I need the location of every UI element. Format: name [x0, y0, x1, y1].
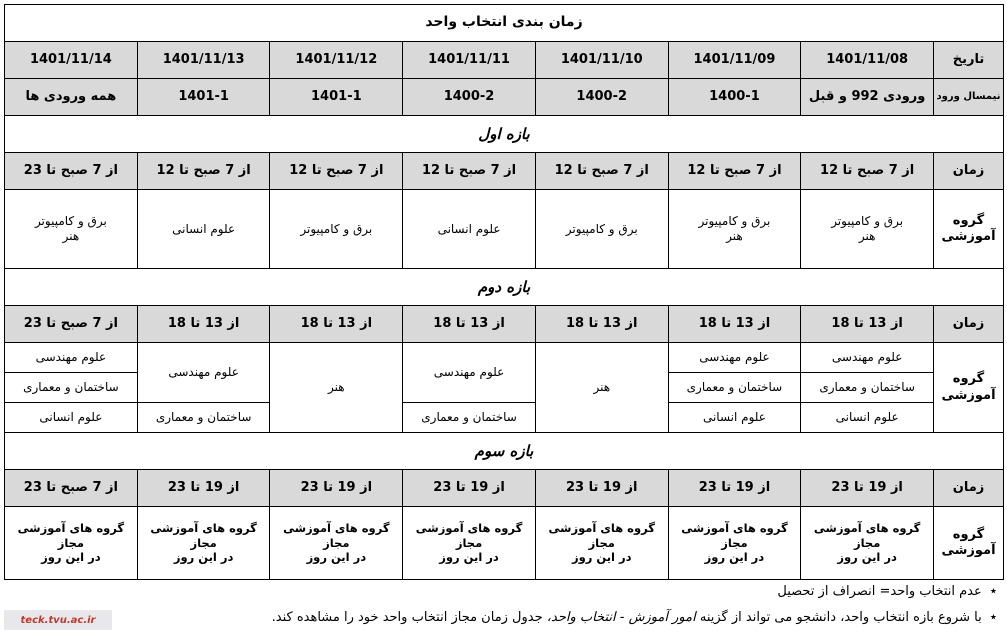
period3-time-row — [5, 470, 1004, 507]
date-cell: 1401/11/12 — [270, 42, 403, 79]
group-cell: علوم مهندسی — [137, 343, 270, 403]
star-icon: ٭ — [989, 610, 997, 625]
date-cell: 1401/11/13 — [137, 42, 270, 79]
time-label: زمان — [934, 470, 1004, 507]
group-cell: علوم مهندسی — [668, 343, 801, 373]
entry-cell: 1400-2 — [535, 79, 668, 116]
time-cell: از 7 صبح تا 23 — [5, 306, 138, 343]
group-cell: ساختمان و معماری — [801, 373, 934, 403]
site-watermark: teck.tvu.ac.ir — [4, 610, 112, 630]
date-label: تاریخ — [934, 42, 1004, 79]
time-cell: از 7 صبح تا 23 — [5, 153, 138, 190]
entry-cell: 1400-1 — [668, 79, 801, 116]
time-cell: از 13 تا 18 — [668, 306, 801, 343]
group-cell: گروه های آموزشی مجاز در این روز — [5, 507, 138, 580]
time-cell: از 13 تا 18 — [137, 306, 270, 343]
date-cell: 1401/11/08 — [801, 42, 934, 79]
entry-term-row — [5, 79, 1004, 116]
time-cell: از 13 تا 18 — [270, 306, 403, 343]
group-cell: علوم مهندسی — [5, 343, 138, 373]
group-cell: علوم مهندسی — [403, 343, 536, 403]
entry-cell: 1401-1 — [137, 79, 270, 116]
group-cell: برق و کامپیوتر — [535, 190, 668, 269]
group-cell: گروه های آموزشی مجاز در این روز — [801, 507, 934, 580]
note-text: جدول زمان مجاز انتخاب واحد خود را مشاهده کند. — [271, 610, 543, 625]
time-cell: از 7 صبح تا 12 — [535, 153, 668, 190]
group-cell: گروه های آموزشی مجاز در این روز — [668, 507, 801, 580]
time-cell: از 7 صبح تا 23 — [5, 470, 138, 507]
time-cell: از 13 تا 18 — [801, 306, 934, 343]
group-cell: گروه های آموزشی مجاز در این روز — [270, 507, 403, 580]
date-cell: 1401/11/11 — [403, 42, 536, 79]
group-cell: علوم انسانی — [5, 403, 138, 433]
entry-term-label: نیمسال ورود — [934, 79, 1004, 116]
group-cell: برق و کامپیوتر هنر — [801, 190, 934, 269]
time-label: زمان — [934, 306, 1004, 343]
note-instructions — [7, 610, 997, 625]
period1-groups-row — [5, 190, 1004, 269]
date-cell: 1401/11/10 — [535, 42, 668, 79]
date-row — [5, 42, 1004, 79]
period3-groups-row — [5, 507, 1004, 580]
group-cell: ساختمان و معماری — [668, 373, 801, 403]
group-cell: هنر — [270, 343, 403, 433]
group-cell: برق و کامپیوتر — [270, 190, 403, 269]
group-cell: ساختمان و معماری — [137, 403, 270, 433]
time-cell: از 19 تا 23 — [270, 470, 403, 507]
note-menu-path: امور آموزش - انتخاب واحد، — [546, 610, 696, 625]
group-cell: علوم انسانی — [137, 190, 270, 269]
group-cell: علوم انسانی — [403, 190, 536, 269]
time-cell: از 19 تا 23 — [137, 470, 270, 507]
entry-cell: 1401-1 — [270, 79, 403, 116]
time-cell: از 19 تا 23 — [535, 470, 668, 507]
time-cell: از 7 صبح تا 12 — [801, 153, 934, 190]
time-cell: از 7 صبح تا 12 — [270, 153, 403, 190]
group-cell: برق و کامپیوتر هنر — [5, 190, 138, 269]
group-cell: گروه های آموزشی مجاز در این روز — [403, 507, 536, 580]
period1-title: بازه اول — [5, 116, 1004, 153]
period2-title: بازه دوم — [5, 269, 1004, 306]
time-cell: از 19 تا 23 — [801, 470, 934, 507]
time-cell: از 13 تا 18 — [403, 306, 536, 343]
table-title: زمان بندی انتخاب واحد — [5, 5, 1004, 42]
entry-cell: 1400-2 — [403, 79, 536, 116]
time-cell: از 7 صبح تا 12 — [668, 153, 801, 190]
group-cell: علوم انسانی — [801, 403, 934, 433]
group-cell: ساختمان و معماری — [5, 373, 138, 403]
group-cell: برق و کامپیوتر هنر — [668, 190, 801, 269]
schedule-table — [4, 4, 1004, 580]
period3-title: بازه سوم — [5, 433, 1004, 470]
note-text: عدم انتخاب واحد= انصراف از تحصیل — [777, 584, 982, 599]
note-withdrawal — [7, 584, 997, 599]
group-cell: علوم مهندسی — [801, 343, 934, 373]
time-cell: از 19 تا 23 — [668, 470, 801, 507]
period2-time-row — [5, 306, 1004, 343]
group-cell: گروه های آموزشی مجاز در این روز — [137, 507, 270, 580]
time-cell: از 7 صبح تا 12 — [137, 153, 270, 190]
period1-time-row — [5, 153, 1004, 190]
group-cell: هنر — [535, 343, 668, 433]
group-cell: ساختمان و معماری — [403, 403, 536, 433]
group-cell: گروه های آموزشی مجاز در این روز — [535, 507, 668, 580]
group-label: گروه آموزشی — [934, 343, 1004, 433]
time-cell: از 19 تا 23 — [403, 470, 536, 507]
note-text: با شروع بازه انتخاب واحد، دانشجو می تواند از گزینه — [699, 610, 982, 625]
time-cell: از 7 صبح تا 12 — [403, 153, 536, 190]
date-cell: 1401/11/09 — [668, 42, 801, 79]
entry-cell: همه ورودی ها — [5, 79, 138, 116]
time-cell: از 13 تا 18 — [535, 306, 668, 343]
date-cell: 1401/11/14 — [5, 42, 138, 79]
entry-cell: ورودی 992 و قبل — [801, 79, 934, 116]
group-label: گروه آموزشی — [934, 507, 1004, 580]
group-cell: علوم انسانی — [668, 403, 801, 433]
group-label: گروه آموزشی — [934, 190, 1004, 269]
time-label: زمان — [934, 153, 1004, 190]
star-icon: ٭ — [989, 584, 997, 599]
